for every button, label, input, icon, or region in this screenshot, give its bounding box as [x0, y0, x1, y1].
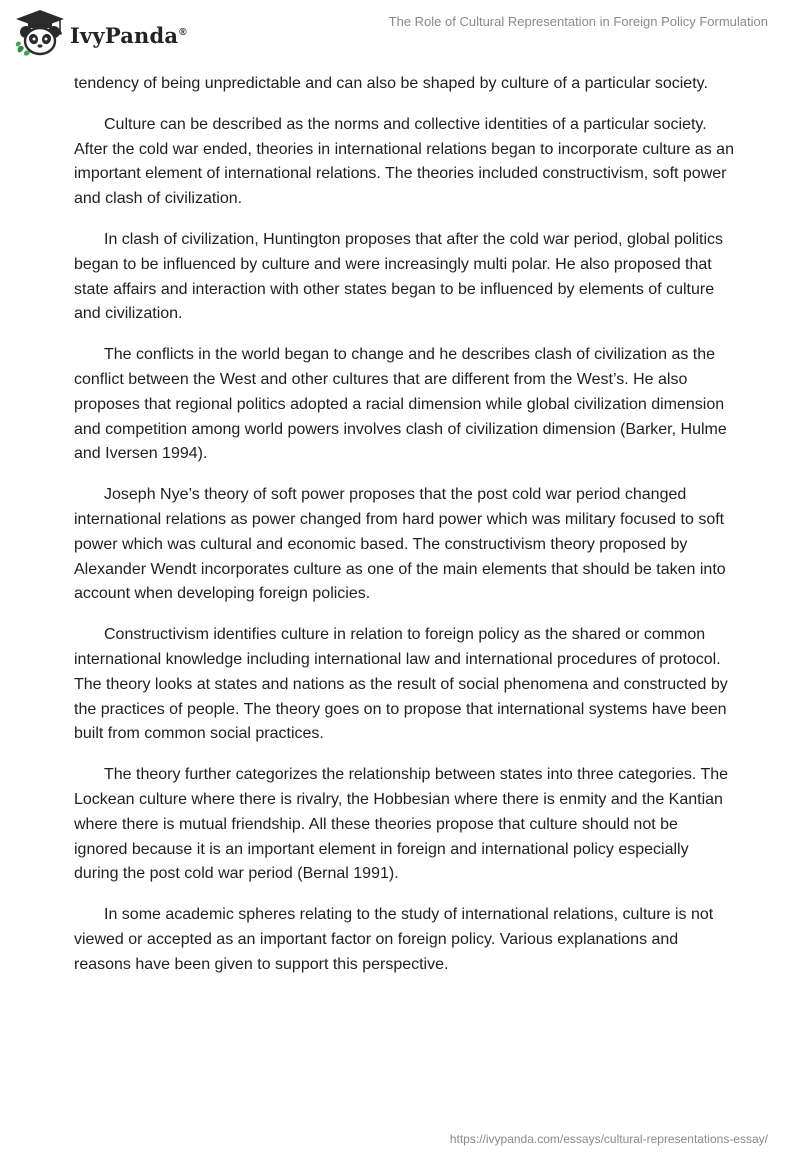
essay-body	[74, 72, 734, 994]
paragraph: The theory further categorizes the relationship between states into three categories. The Lockean culture where there is rivalry, the Hobbesian where there is enmity and the Kantian where there is mutual friendship. All these theories propose that culture should not be ignored because it is an important element in foreign and international policy especially during the post cold war period (Bernal 1991).	[74, 766, 729, 883]
paragraph: tendency of being unpredictable and can also be shaped by culture of a particular society.	[74, 75, 708, 92]
paragraph: In some academic spheres relating to the study of international relations, culture is not viewed or accepted as an important factor on foreign policy. Various explanations and reasons have been given to support this perspective.	[74, 906, 714, 973]
page-header	[0, 0, 800, 66]
paragraph: In clash of civilization, Huntington proposes that after the cold war period, global politics began to be influenced by culture and were increasingly multi polar. He also proposed that state affairs and interaction with other states began to be influenced by elements of culture and civilization.	[74, 230, 724, 323]
paragraph: Joseph Nye’s theory of soft power proposes that the post cold war period changed international relations as power changed from hard power which was military focused to soft power which was cultural and economic based. The constructivism theory proposed by Alexander Wendt incorporates culture as one of the main elements that should be taken into account when developing foreign policies.	[74, 486, 726, 603]
paragraph: Culture can be described as the norms and collective identities of a particular society. After the cold war ended, theories in international relations began to incorporate culture as an important element of international relations. The theories included constructivism, soft power and clash of civilization.	[74, 115, 734, 208]
registered-mark: ®	[179, 26, 187, 38]
source-url[interactable]: https://ivypanda.com/essays/cultural-representations-essay/	[449, 1132, 768, 1146]
panda-graduate-icon	[14, 8, 66, 58]
paragraph: The conflicts in the world began to change and he describes clash of civilization as the conflict between the West and other cultures that are different from the West’s. He also proposes that regional politics adopted a racial dimension while global civilization dimension and competition among world powers involves clash of civilization dimension (Barker, Hulme and Iversen 1994).	[74, 346, 727, 463]
paragraph: Constructivism identifies culture in relation to foreign policy as the shared or common international knowledge including international law and international procedures of protocol. The theory looks at states and nations as the result of social phenomena and constructed by the practices of people. The theory goes on to propose that international systems have been built from common social practices.	[74, 626, 728, 743]
brand-name: IvyPanda®	[70, 22, 187, 48]
ivypanda-logo[interactable]	[14, 8, 187, 58]
document-title: The Role of Cultural Representation in Foreign Policy Formulation	[388, 14, 768, 29]
